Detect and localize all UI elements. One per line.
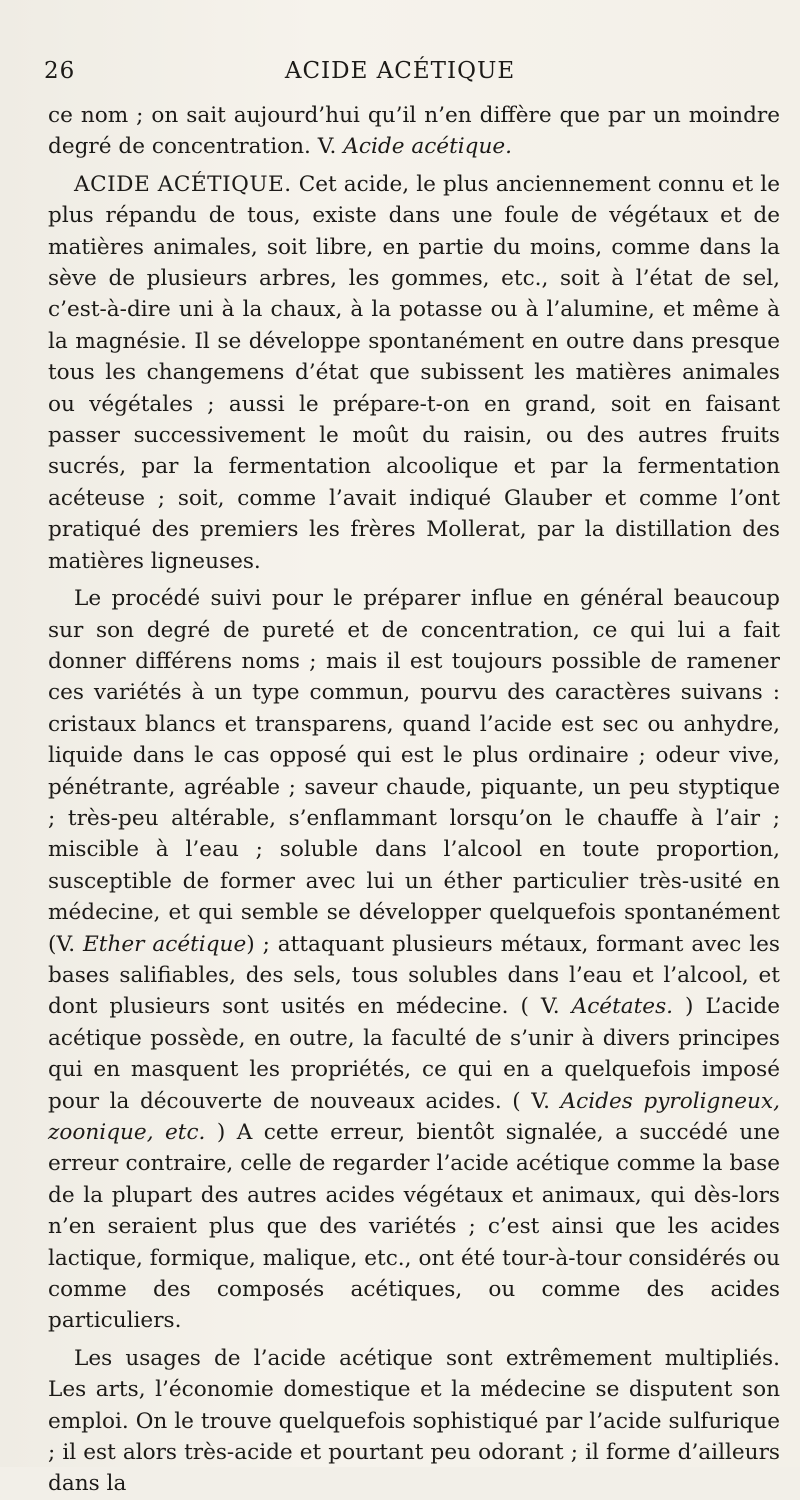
text-run: ) L’acide acétique possède, en outre, la faculté de s’unir à divers principes qui en masquent les propriétés, ce qui en a quelquefois imposé pour la découverte de nouveaux acides. ( V. [48, 994, 781, 1114]
entry-headword: ACIDE ACÉTIQUE. [74, 171, 292, 197]
italic-text: Acide acétique. [343, 134, 513, 160]
text-run: ) A cette erreur, bientôt signalée, a succédé une erreur contraire, celle de regarder l’acide acétique comme la base de la plupart des autres acides végétaux et animaux, qui dès-lors n’en seraient plus que des variétés ; c’est ainsi que les acides lactique, formique, malique, etc., ont été tour-à-tour considérés ou comme des composés acétiques, ou comme des acides particuliers. [48, 1120, 780, 1334]
text-run: Cet acide, le plus anciennement connu et le plus répandu de tous, existe dans une foule de végétaux et de matières animales, soit libre, en partie du moins, comme dans la sève de plusieurs arbres, les gommes, etc., soit à l’état de sel, c’est-à-dire uni à la chaux, à la potasse ou à l’alumine, et même à la magnésie. Il se développe spontanément en outre dans presque tous les changemens d’état que subissent les matières animales ou végétales ; aussi le prépare-t-on en grand, soit en faisant passer successivement le moût du raisin, ou des autres fruits sucrés, par la fermentation alcoolique et par la fermentation acéteuse ; soit, comme l’avait indiqué Glauber et comme l’ont pratiqué des premiers les frères Mollerat, par la distillation des matières ligneuses. [48, 171, 780, 574]
body-text [48, 100, 780, 1500]
running-head [44, 58, 756, 94]
italic-text: Acides pyroligneux, zoonique, etc. [48, 1088, 780, 1145]
italic-text: Acétates. [571, 994, 674, 1020]
page-title: ACIDE ACÉTIQUE [284, 58, 516, 84]
text-run: ) ; attaquant plusieurs métaux, formant avec les bases salifiables, des sels, tous solubles dans l’eau et l’alcool, et dont plusieurs sont usités en médecine. ( V. [48, 931, 781, 1020]
italic-text: Ether acétique [83, 931, 247, 957]
paragraph [48, 583, 780, 1337]
text-run: Les usages de l’acide acétique sont extrêmement multipliés. Les arts, l’économie domestique et la médecine se disputent son emploi. On le trouve quelquefois sophistiqué par l’acide sulfurique ; il est alors très-acide et pourtant peu odorant ; il forme d’ailleurs dans la [48, 1345, 780, 1497]
page-number: 26 [44, 58, 76, 84]
text-run: Le procédé suivi pour le préparer influe en général beaucoup sur son degré de pureté et de concentration, ce qui lui a fait donner différens noms ; mais il est toujours possible de ramener ces variétés à un type commun, pourvu des caractères suivans : cristaux blancs et transparens, quand l’acide est sec ou anhydre, liquide dans le cas opposé qui est le plus ordinaire ; odeur vive, pénétrante, agréable ; saveur chaude, piquante, un peu styptique ; très-peu altérable, s’enflammant lorsqu’on le chauffe à l’air ; miscible à l’eau ; soluble dans l’alcool en toute proportion, susceptible de former avec lui un éther particulier très-usité en médecine, et qui semble se développer quelquefois spontanément ( [48, 586, 780, 957]
paragraph [48, 100, 780, 163]
paragraph [48, 1343, 780, 1500]
text-run: V. [56, 931, 84, 957]
paragraph [48, 169, 780, 577]
text-run: ce nom ; on sait aujourd’hui qu’il n’en diffère que par un moindre degré de concentration. V. [48, 103, 780, 160]
